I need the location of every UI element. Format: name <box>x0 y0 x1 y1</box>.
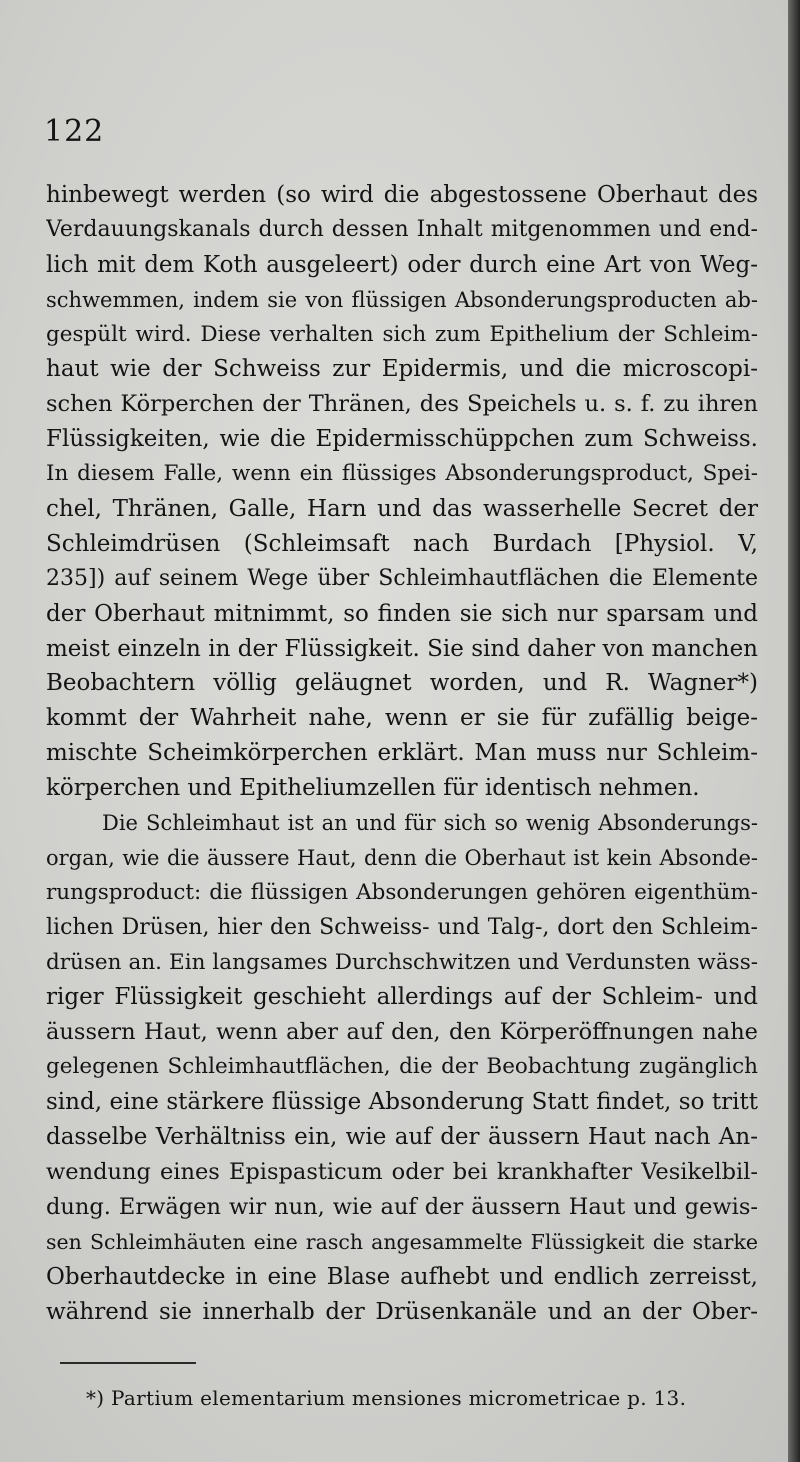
text-line: Schleimdrüsen (Schleimsaft nach Burdach [Physiol. V, <box>46 530 758 557</box>
text-line: schwemmen, indem sie von flüssigen Absonderungsproducten ab- <box>46 287 758 312</box>
text-line: äussern Haut, wenn aber auf den, den Körperöffnungen nahe <box>46 1019 758 1046</box>
text-line: gespült wird. Diese verhalten sich zum Epithelium der Schleim- <box>46 321 758 347</box>
text-line: wendung eines Epispasticum oder bei krankhafter Vesikelbil- <box>46 1158 758 1185</box>
footnote-divider <box>60 1362 196 1364</box>
text-line: der Oberhaut mitnimmt, so finden sie sich nur sparsam und <box>46 600 758 627</box>
text-line: Beobachtern völlig geläugnet worden, und R. Wagner*) <box>46 670 758 697</box>
text-line: drüsen an. Ein langsames Durchschwitzen und Verdunsten wäss- <box>46 949 758 975</box>
text-line: Verdauungskanals durch dessen Inhalt mitgenommen und end- <box>46 216 758 242</box>
text-line: meist einzeln in der Flüssigkeit. Sie sind daher von manchen <box>46 635 758 662</box>
text-line: riger Flüssigkeit geschieht allerdings auf der Schleim- und <box>46 984 758 1011</box>
text-line: Die Schleimhaut ist an und für sich so wenig Absonderungs- <box>102 811 758 836</box>
text-line: chel, Thränen, Galle, Harn und das wasserhelle Secret der <box>46 496 758 523</box>
footnote: *) Partium elementarium mensiones micrometricae p. 13. <box>86 1386 687 1410</box>
text-line: kommt der Wahrheit nahe, wenn er sie für zufällig beige- <box>46 705 758 732</box>
text-line: schen Körperchen der Thränen, des Speichels u. s. f. zu ihren <box>46 391 758 418</box>
text-line: mischte Scheimkörperchen erklärt. Man muss nur Schleim- <box>46 740 758 767</box>
text-line: Flüssigkeiten, wie die Epidermisschüppchen zum Schweiss. <box>46 426 758 453</box>
text-line: haut wie der Schweiss zur Epidermis, und die microscopi- <box>46 356 758 383</box>
text-line: lich mit dem Koth ausgeleert) oder durch eine Art von Weg- <box>46 251 758 278</box>
text-line: sind, eine stärkere flüssige Absonderung Statt findet, so tritt <box>46 1089 758 1116</box>
text-line: rungsproduct: die flüssigen Absonderungen gehören eigenthüm- <box>46 879 758 905</box>
text-line: organ, wie die äussere Haut, denn die Oberhaut ist kein Absonde- <box>46 845 758 870</box>
text-line: Oberhautdecke in eine Blase aufhebt und endlich zerreisst, <box>46 1263 758 1290</box>
page-edge-shadow <box>788 0 800 1462</box>
body-text <box>46 178 758 1329</box>
page-number: 122 <box>44 114 105 149</box>
text-line: während sie innerhalb der Drüsenkanäle und an der Ober- <box>46 1298 758 1325</box>
text-line: dasselbe Verhältniss ein, wie auf der äussern Haut nach An- <box>46 1124 758 1151</box>
text-line: sen Schleimhäuten eine rasch angesammelte Flüssigkeit die starke <box>46 1229 758 1254</box>
text-line: lichen Drüsen, hier den Schweiss- und Talg-, dort den Schleim- <box>46 914 758 940</box>
text-line: gelegenen Schleimhautflächen, die der Beobachtung zugänglich <box>46 1054 758 1080</box>
text-line: hinbewegt werden (so wird die abgestossene Oberhaut des <box>46 182 758 208</box>
text-line: dung. Erwägen wir nun, wie auf der äussern Haut und gewis- <box>46 1193 758 1220</box>
text-line: In diesem Falle, wenn ein flüssiges Absonderungsproduct, Spei- <box>46 461 758 487</box>
text-line: 235]) auf seinem Wege über Schleimhautflächen die Elemente <box>46 565 758 591</box>
text-line: körperchen und Epitheliumzellen für identisch nehmen. <box>46 775 700 802</box>
